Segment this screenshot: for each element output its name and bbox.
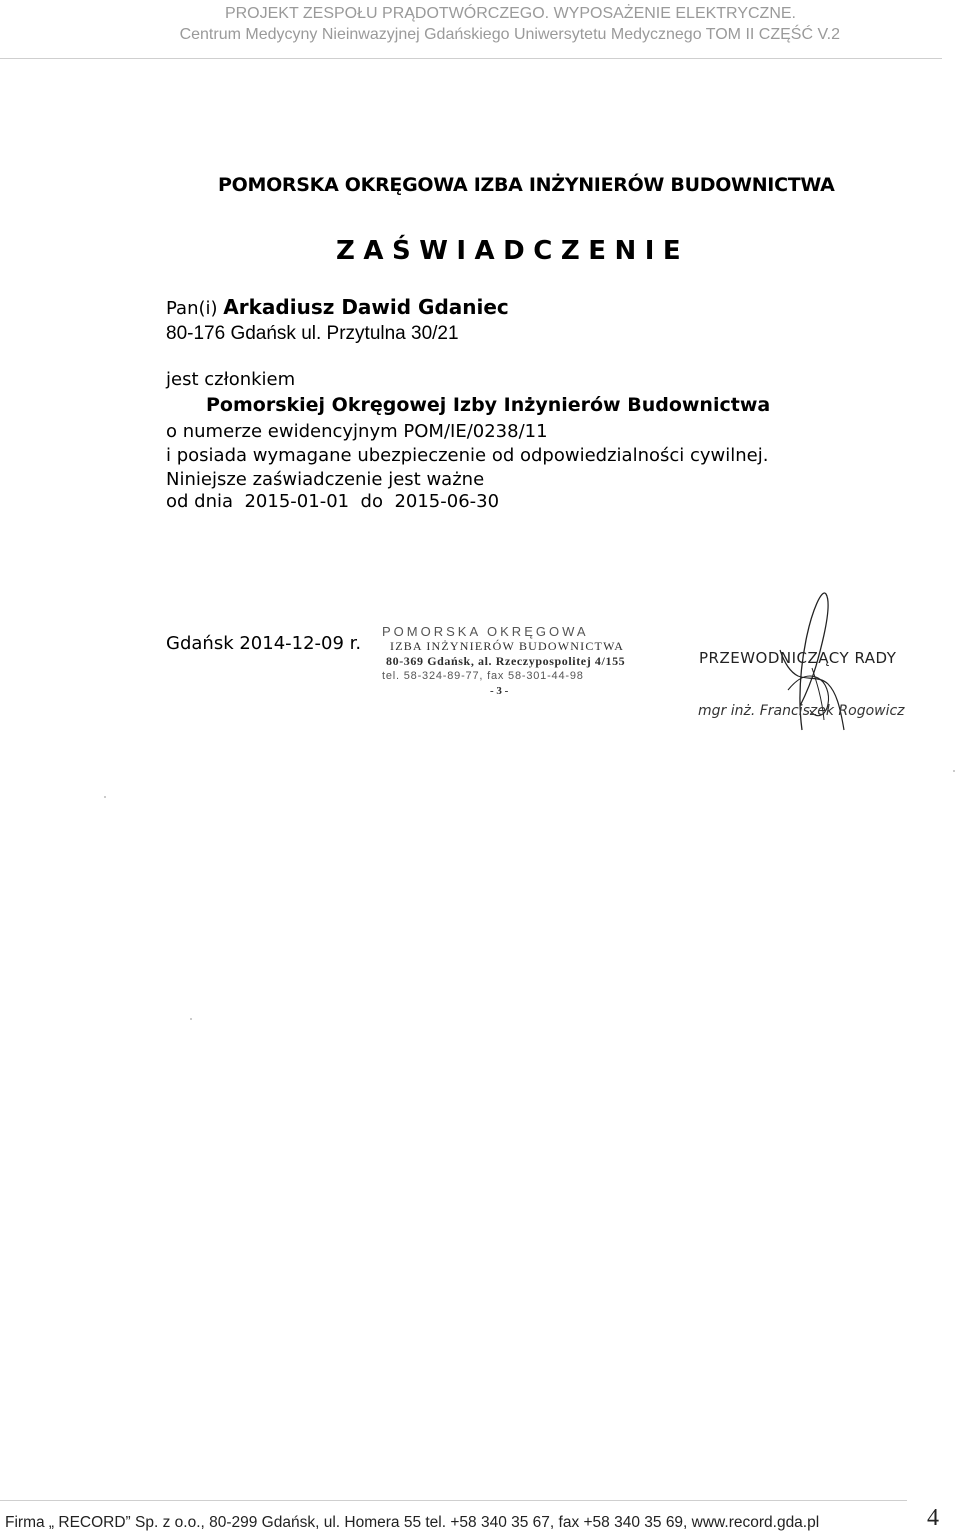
official-stamp <box>382 624 632 699</box>
footer-rule <box>0 1500 907 1501</box>
to-label: do <box>360 491 383 512</box>
page-number: 4 <box>927 1505 939 1531</box>
stamp-line-1: POMORSKA OKRĘGOWA <box>382 624 589 639</box>
stamp-line-5: - 3 - <box>490 685 509 697</box>
registration-number: POM/IE/0238/11 <box>403 421 548 442</box>
header-line-2: Centrum Medycyny Nieinwazyjnej Gdańskiego Uniwersytetu Medycznego TOM II CZĘŚĆ V.2 <box>179 26 840 43</box>
header-line-1: PROJEKT ZESPOŁU PRĄDOTWÓRCZEGO. WYPOSAŻENIE ELEKTRYCZNE. <box>224 5 796 22</box>
insurance-text: i posiada wymagane ubezpieczenie od odpowiedzialności cywilnej. <box>166 445 769 466</box>
to-date: 2015-06-30 <box>394 491 500 512</box>
registration-label: o numerze ewidencyjnym <box>166 421 398 442</box>
scan-speck <box>104 796 106 798</box>
validity-dates <box>166 491 499 512</box>
signatory-name: mgr inż. Franciszek Rogowicz <box>698 703 905 719</box>
stamp-line-4: tel. 58-324-89-77, fax 58-301-44-98 <box>382 670 584 682</box>
member-of-text: jest członkiem <box>166 369 296 390</box>
scan-speck <box>953 770 955 772</box>
name-row <box>166 295 509 319</box>
member-name: Arkadiusz Dawid Gdaniec <box>223 295 509 319</box>
salutation: Pan(i) <box>166 298 218 319</box>
place-date: Gdańsk 2014-12-09 r. <box>166 633 362 654</box>
validity-text: Niniejsze zaświadczenie jest ważne <box>166 469 485 490</box>
from-date: 2015-01-01 <box>244 491 350 512</box>
header-rule <box>0 58 942 59</box>
from-label: od dnia <box>166 491 234 512</box>
certificate-title: ZAŚWIADCZENIE <box>336 236 690 266</box>
chamber-heading: POMORSKA OKRĘGOWA IZBA INŻYNIERÓW BUDOWNICTWA <box>218 174 835 196</box>
chamber-name: Pomorskiej Okręgowej Izby Inżynierów Budownictwa <box>206 394 771 416</box>
member-address: 80-176 Gdańsk ul. Przytulna 30/21 <box>166 323 459 344</box>
registration-row <box>166 421 548 442</box>
footer-text: Firma „ RECORD” Sp. z o.o., 80-299 Gdańsk, ul. Homera 55 tel. +58 340 35 67, fax +58 340 35 69, www.record.gda.pl <box>5 1514 820 1531</box>
stamp-line-3: 80-369 Gdańsk, al. Rzeczypospolitej 4/155 <box>386 654 626 668</box>
scan-speck <box>190 1018 192 1020</box>
stamp-line-2: IZBA INŻYNIERÓW BUDOWNICTWA <box>390 639 625 653</box>
signatory-title: PRZEWODNICZĄCY RADY <box>699 649 897 667</box>
